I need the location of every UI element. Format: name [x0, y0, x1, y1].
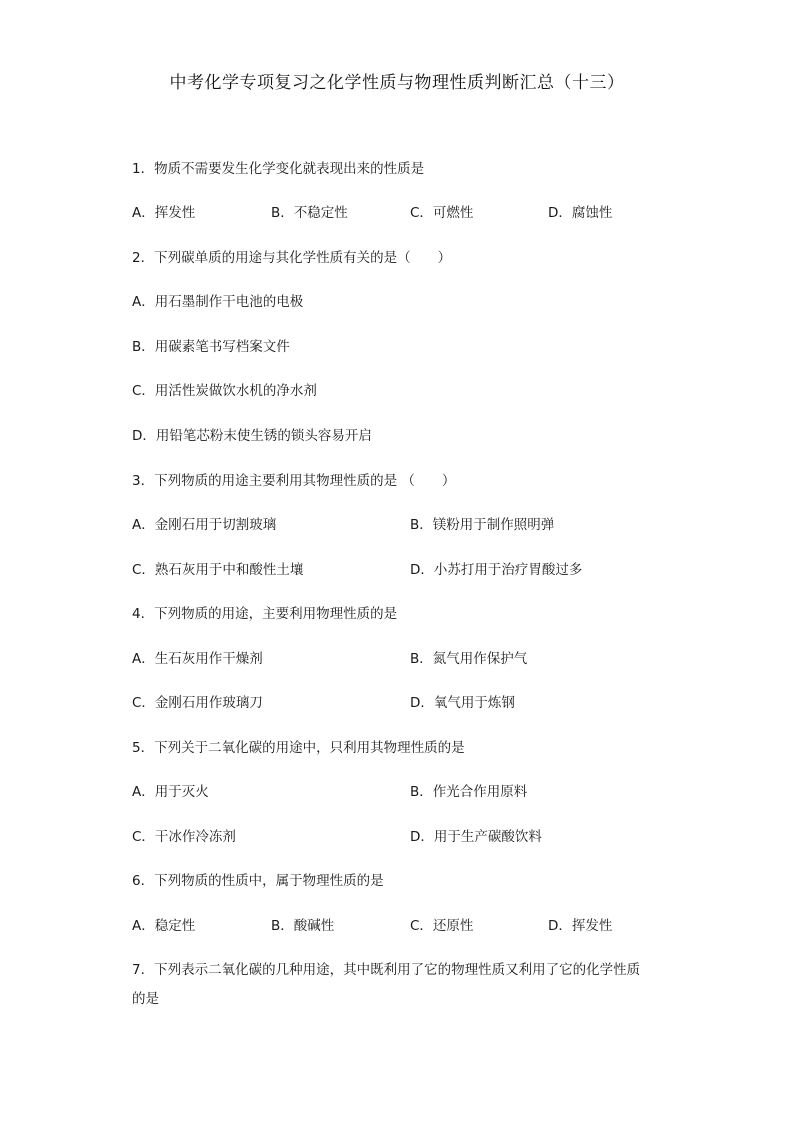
question-6-option-c: C．还原性 [410, 918, 474, 934]
question-4-option-c: C．金刚石用作玻璃刀 [132, 695, 263, 711]
question-1-option-b: B．不稳定性 [271, 205, 348, 221]
question-5-option-c: C．干冰作冷冻剂 [132, 829, 236, 845]
question-6-option-d: D．挥发性 [548, 918, 613, 934]
question-4-option-b: B．氮气用作保护气 [410, 651, 528, 667]
question-6-option-b: B．酸碱性 [271, 918, 335, 934]
question-7-stem-continued: 的是 [132, 991, 159, 1007]
question-3-stem: 3．下列物质的用途主要利用其物理性质的是 （ ） [132, 473, 456, 489]
question-3-option-c: C．熟石灰用于中和酸性土壤 [132, 562, 304, 578]
question-2-option-c: C．用活性炭做饮水机的净水剂 [132, 383, 317, 399]
question-1-option-a: A．挥发性 [132, 205, 196, 221]
page-title: 中考化学专项复习之化学性质与物理性质判断汇总（十三） [169, 73, 625, 93]
question-3-option-d: D．小苏打用于治疗胃酸过多 [410, 562, 583, 578]
question-1-stem: 1．物质不需要发生化学变化就表现出来的性质是 [132, 161, 425, 177]
question-5-stem: 5．下列关于二氧化碳的用途中，只利用其物理性质的是 [132, 740, 465, 756]
question-1-option-c: C．可燃性 [410, 205, 474, 221]
question-2-option-a: A．用石墨制作干电池的电极 [132, 294, 304, 310]
question-5-option-a: A．用于灭火 [132, 784, 209, 800]
question-2-stem: 2．下列碳单质的用途与其化学性质有关的是（ ） [132, 250, 452, 266]
question-3-option-a: A．金刚石用于切割玻璃 [132, 517, 277, 533]
question-7-stem: 7．下列表示二氧化碳的几种用途，其中既利用了它的物理性质又利用了它的化学性质 [132, 962, 641, 978]
question-4-stem: 4．下列物质的用途，主要利用物理性质的是 [132, 606, 398, 622]
question-2-option-b: B．用碳素笔书写档案文件 [132, 339, 290, 355]
question-3-option-b: B．镁粉用于制作照明弹 [410, 517, 555, 533]
question-6-stem: 6．下列物质的性质中，属于物理性质的是 [132, 873, 384, 889]
question-4-option-a: A．生石灰用作干燥剂 [132, 651, 263, 667]
question-2-option-d: D．用铅笔芯粉末使生锈的锁头容易开启 [132, 428, 372, 444]
question-4-option-d: D．氧气用于炼钢 [410, 695, 515, 711]
question-5-option-d: D．用于生产碳酸饮料 [410, 829, 542, 845]
question-6-option-a: A．稳定性 [132, 918, 196, 934]
question-5-option-b: B．作光合作用原料 [410, 784, 528, 800]
question-1-option-d: D．腐蚀性 [548, 205, 613, 221]
